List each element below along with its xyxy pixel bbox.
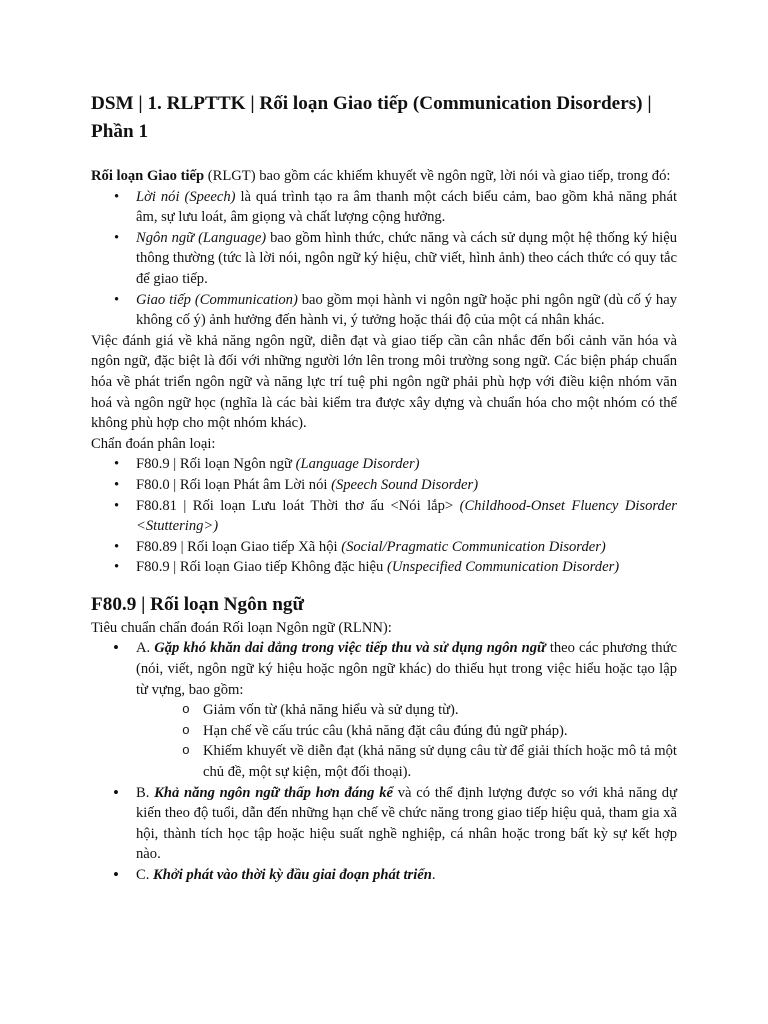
classification-item — [91, 475, 677, 496]
criterion-text: . — [431, 867, 436, 883]
definition-term: Ngôn ngữ (Language) — [136, 229, 267, 246]
classification-english: (Language Disorder) — [295, 456, 420, 473]
classification-code: F80.81 | Rối loạn Lưu loát Thời thơ ấu <Nói lắp> — [136, 497, 460, 514]
definition-text: là quá trình tạo ra âm thanh một cách biểu cảm, bao gồm khả năng phát âm, sự lưu loát, âm giọng và chất lượng cộng hưởng. — [136, 188, 677, 226]
assessment-paragraph: Việc đánh giá về khả năng ngôn ngữ, diễn đạt và giao tiếp cần cân nhắc đến bối cảnh văn hóa và ngôn ngữ, đặc biệt là đối với những người lớn lên trong môi trường song ngữ. Các biện pháp chuẩn hóa về phát triển ngôn ngữ và năng lực trí tuệ phi ngôn ngữ phải phù hợp với điều kiện nhóm văn hoá và ngôn ngữ học (nghĩa là các bài kiểm tra được xây dựng và chuẩn hóa cho một nhóm có thể không phù hợp cho một nhóm khác). — [91, 332, 677, 432]
definition-term: Giao tiếp (Communication) — [136, 291, 298, 308]
classification-item — [91, 496, 677, 537]
classification-code: F80.9 | Rối loạn Ngôn ngữ — [136, 456, 296, 473]
definition-text: bao gồm hình thức, chức năng và cách sử dụng một hệ thống ký hiệu thông thường (tức là lời nói, ngôn ngữ ký hiệu, chữ viết, hình ảnh) theo cách thức có quy tắc để giao tiếp. — [136, 229, 677, 287]
intro-term: Rối loạn Giao tiếp — [91, 168, 205, 184]
criteria-intro: Tiêu chuẩn chẩn đoán Rối loạn Ngôn ngữ (RLNN): — [91, 619, 392, 636]
classification-code: F80.89 | Rối loạn Giao tiếp Xã hội — [136, 538, 342, 555]
classification-english: (Unspecified Communication Disorder) — [386, 559, 620, 576]
classification-code: F80.0 | Rối loạn Phát âm Lời nói — [136, 476, 332, 493]
criterion-text: theo các phương thức (nói, viết, ngôn ngữ ký hiệu hoặc ngôn ngữ khác) do thiếu hụt trong việc hiểu hoặc tạo lập từ vựng, bao gồm: — [136, 640, 677, 698]
classification-item — [91, 537, 677, 558]
definition-list — [91, 187, 677, 331]
classification-english: (Childhood-Onset Fluency Disorder <Stuttering>) — [136, 497, 677, 535]
criterion-emphasis: Khởi phát vào thời kỳ đầu giai đoạn phát triển — [153, 867, 432, 883]
intro-text: (RLGT) bao gồm các khiếm khuyết về ngôn ngữ, lời nói và giao tiếp, trong đó: — [204, 168, 671, 184]
criterion-a-sublist — [136, 700, 677, 782]
document-title: DSM | 1. RLPTTK | Rối loạn Giao tiếp (Communication Disorders) | Phần 1 — [91, 93, 652, 142]
intro-paragraph — [91, 166, 677, 187]
classification-item — [91, 557, 677, 578]
classification-english: (Social/Pragmatic Communication Disorder) — [341, 538, 606, 555]
document-body — [91, 90, 677, 886]
classification-label: Chẩn đoán phân loại: — [91, 435, 216, 452]
section-heading: F80.9 | Rối loạn Ngôn ngữ — [91, 593, 304, 615]
classification-english: (Speech Sound Disorder) — [331, 476, 479, 493]
sub-item: o Hạn chế về cấu trúc câu (khả năng đặt câu đúng đủ ngữ pháp). — [136, 721, 677, 742]
criterion-c — [91, 865, 677, 886]
criterion-b — [91, 783, 677, 865]
criterion-a — [91, 638, 677, 782]
definition-term: Lời nói (Speech) — [136, 188, 236, 205]
definition-text: bao gồm mọi hành vi ngôn ngữ hoặc phi ngôn ngữ (dù cố ý hay không cố ý) ảnh hưởng đến hành vi, ý tưởng hoặc thái độ của một cá nhân khác. — [136, 291, 678, 329]
definition-item — [91, 290, 677, 331]
criterion-text: và có thể định lượng được so với khả năng dự kiến theo độ tuổi, dẫn đến những hạn chế về chức năng trong giao tiếp hiệu quả, tham gia xã hội, thành tích học tập hoặc hiệu suất nghề nghiệp, cá nhân hoặc trong bất kỳ sự kết hợp nào. — [136, 784, 677, 863]
classification-list — [91, 454, 677, 578]
sub-item: o Giảm vốn từ (khả năng hiểu và sử dụng từ). — [136, 700, 677, 721]
criterion-emphasis: Gặp khó khăn dai dẳng trong việc tiếp thu và sử dụng ngôn ngữ — [154, 640, 546, 657]
criterion-prefix: A. — [136, 640, 155, 657]
criterion-prefix: C. — [136, 867, 154, 883]
criteria-list — [91, 638, 677, 885]
classification-item — [91, 454, 677, 475]
definition-item — [91, 187, 677, 228]
definition-item — [91, 228, 677, 290]
criterion-emphasis: Khả năng ngôn ngữ thấp hơn đáng kể — [154, 784, 393, 801]
sub-item: o Khiếm khuyết về diễn đạt (khả năng sử dụng câu từ để giải thích hoặc mô tả một chủ đề, một sự kiện, một đối thoại). — [136, 741, 677, 782]
classification-code: F80.9 | Rối loạn Giao tiếp Không đặc hiệu — [136, 559, 387, 576]
criterion-prefix: B. — [136, 784, 155, 801]
